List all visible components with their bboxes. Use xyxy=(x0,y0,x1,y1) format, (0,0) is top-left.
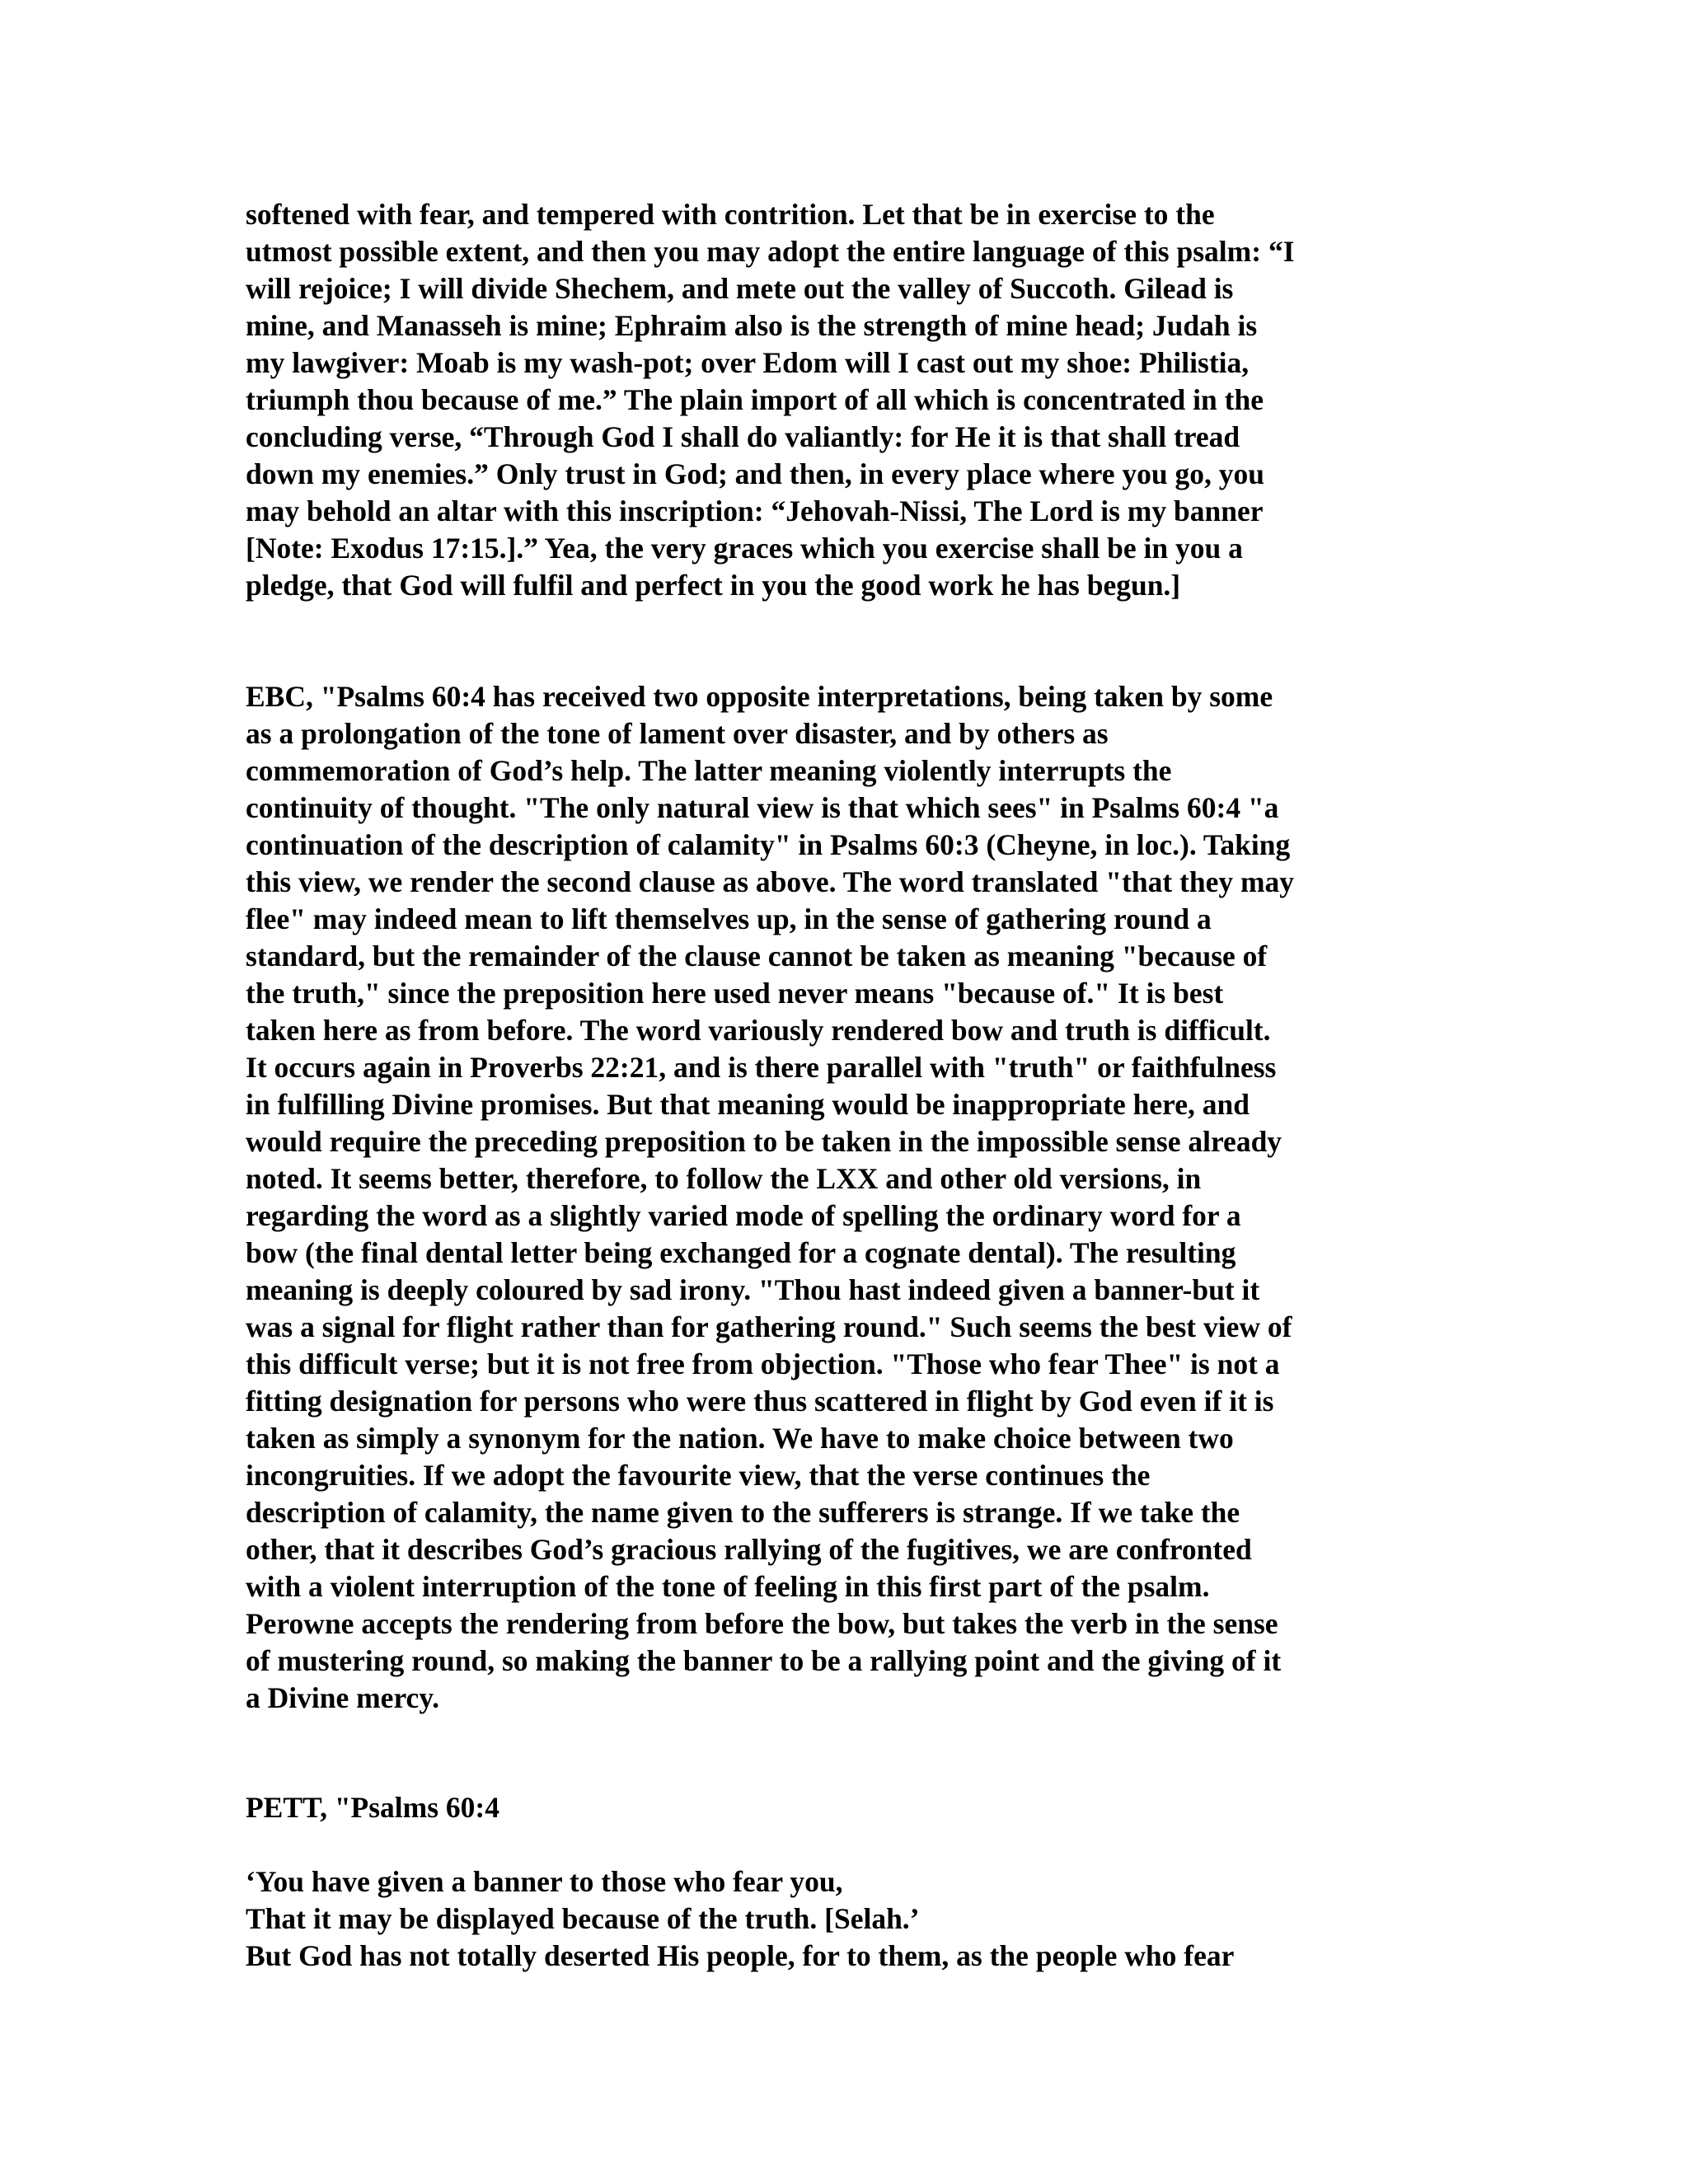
text-line: with a violent interruption of the tone of feeling in this first part of the psalm. xyxy=(246,1570,1210,1603)
text-line: standard, but the remainder of the clause cannot be taken as meaning "because of xyxy=(246,940,1268,972)
text-line: taken here as from before. The word variously rendered bow and truth is difficult. xyxy=(246,1014,1271,1047)
text-line: would require the preceding preposition to be taken in the impossible sense already xyxy=(246,1125,1282,1158)
text-line: taken as simply a synonym for the nation. We have to make choice between two xyxy=(246,1422,1234,1455)
text-line: meaning is deeply coloured by sad irony. "Thou hast indeed given a banner-but it xyxy=(246,1273,1260,1306)
ebc-commentary-paragraph xyxy=(246,678,1442,1717)
paragraph-spacer xyxy=(246,604,1442,678)
text-line: bow (the final dental letter being exchanged for a cognate dental). The resulting xyxy=(246,1236,1236,1269)
text-line: fitting designation for persons who were thus scattered in flight by God even if it is xyxy=(246,1385,1274,1418)
text-line: my lawgiver: Moab is my wash-pot; over Edom will I cast out my shoe: Philistia, xyxy=(246,346,1250,379)
text-line: as a prolongation of the tone of lament over disaster, and by others as xyxy=(246,717,1109,750)
text-line: flee" may indeed mean to lift themselves up, in the sense of gathering round a xyxy=(246,902,1212,935)
text-line: will rejoice; I will divide Shechem, and mete out the valley of Succoth. Gilead is xyxy=(246,272,1234,305)
text-line: this difficult verse; but it is not free from objection. "Those who fear Thee" is not a xyxy=(246,1347,1280,1380)
text-line: may behold an altar with this inscription: “Jehovah-Nissi, The Lord is my banner xyxy=(246,494,1264,527)
text-line: utmost possible extent, and then you may adopt the entire language of this psalm: “I xyxy=(246,235,1295,268)
text-line: down my enemies.” Only trust in God; and then, in every place where you go, you xyxy=(246,457,1264,490)
section-heading: PETT, "Psalms 60:4 xyxy=(246,1791,499,1824)
paragraph-spacer xyxy=(246,1826,1442,1863)
text-line: in fulfilling Divine promises. But that meaning would be inappropriate here, and xyxy=(246,1088,1250,1121)
text-line: noted. It seems better, therefore, to follow the LXX and other old versions, in xyxy=(246,1162,1202,1195)
text-line: mine, and Manasseh is mine; Ephraim also is the strength of mine head; Judah is xyxy=(246,309,1258,342)
text-line: of mustering round, so making the banner to be a rallying point and the giving of it xyxy=(246,1644,1282,1677)
verse-line: ‘You have given a banner to those who fear you, xyxy=(246,1865,843,1898)
pett-heading xyxy=(246,1789,1442,1826)
text-line: commemoration of God’s help. The latter meaning violently interrupts the xyxy=(246,754,1172,787)
paragraph-spacer xyxy=(246,1717,1442,1789)
text-line: softened with fear, and tempered with contrition. Let that be in exercise to the xyxy=(246,198,1215,231)
text-line: continuity of thought. "The only natural view is that which sees" in Psalms 60:4 "a xyxy=(246,791,1279,824)
text-line: the truth," since the preposition here used never means "because of." It is best xyxy=(246,977,1224,1010)
text-line: continuation of the description of calamity" in Psalms 60:3 (Cheyne, in loc.). Taking xyxy=(246,828,1291,861)
text-line: was a signal for flight rather than for gathering round." Such seems the best view of xyxy=(246,1310,1292,1343)
text-line: Perowne accepts the rendering from before the bow, but takes the verb in the sense xyxy=(246,1607,1278,1640)
text-line: this view, we render the second clause as above. The word translated "that they may xyxy=(246,865,1295,898)
text-line: other, that it describes God’s gracious rallying of the fugitives, we are confronted xyxy=(246,1533,1252,1566)
simeon-continuation-paragraph xyxy=(246,196,1442,604)
pett-verse-paragraph xyxy=(246,1863,1442,1975)
text-line: EBC, "Psalms 60:4 has received two opposite interpretations, being taken by some xyxy=(246,680,1273,713)
text-line: incongruities. If we adopt the favourite view, that the verse continues the xyxy=(246,1459,1151,1492)
document-body xyxy=(246,196,1442,1975)
text-line: It occurs again in Proverbs 22:21, and is there parallel with "truth" or faithfulness xyxy=(246,1051,1277,1084)
text-line: regarding the word as a slightly varied mode of spelling the ordinary word for a xyxy=(246,1199,1241,1232)
text-line: pledge, that God will fulfil and perfect in you the good work he has begun.] xyxy=(246,569,1181,602)
text-line: [Note: Exodus 17:15.].” Yea, the very graces which you exercise shall be in you a xyxy=(246,532,1243,565)
text-line: triumph thou because of me.” The plain import of all which is concentrated in the xyxy=(246,383,1264,416)
text-line: But God has not totally deserted His people, for to them, as the people who fear xyxy=(246,1939,1235,1972)
text-line: a Divine mercy. xyxy=(246,1681,439,1714)
verse-line: That it may be displayed because of the truth. [Selah.’ xyxy=(246,1902,920,1935)
text-line: description of calamity, the name given to the sufferers is strange. If we take the xyxy=(246,1496,1240,1529)
text-line: concluding verse, “Through God I shall do valiantly: for He it is that shall tread xyxy=(246,420,1240,453)
